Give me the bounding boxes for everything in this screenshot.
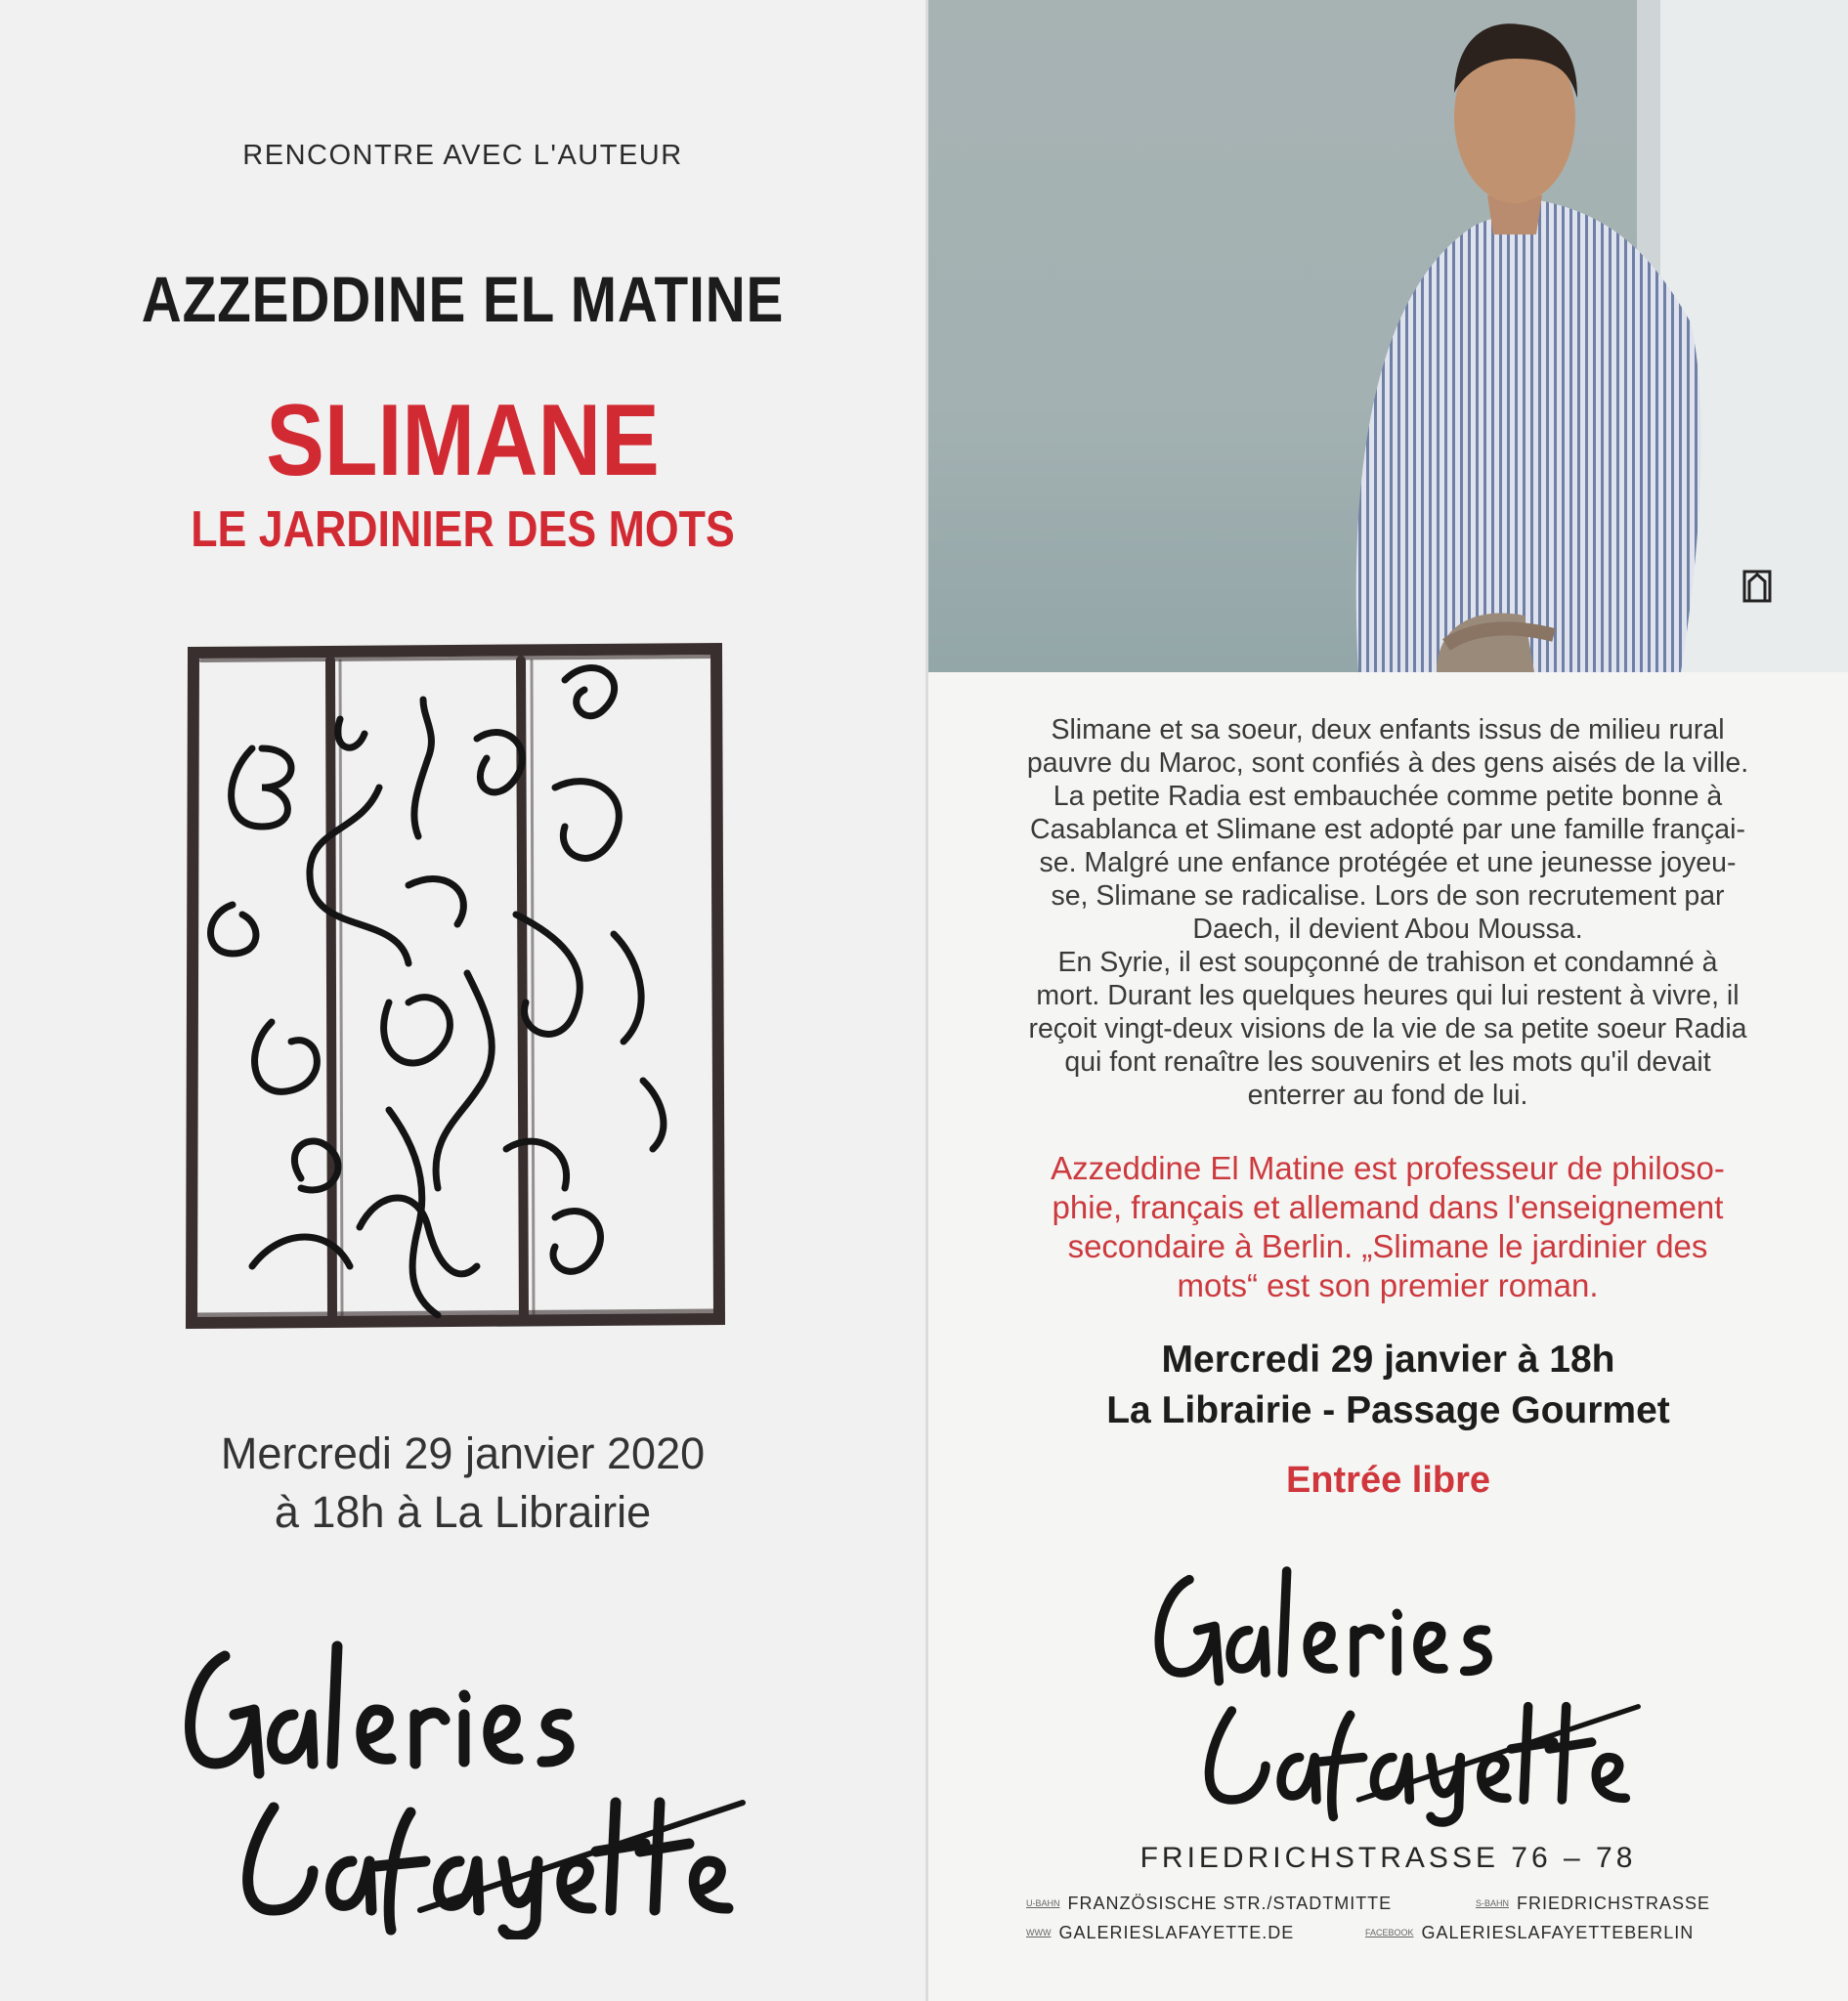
admission-note: Entrée libre	[1285, 1460, 1491, 1501]
www-tag: WWW	[1026, 1928, 1052, 1937]
event-date: Mercredi 29 janvier 2020	[220, 1428, 706, 1478]
event-type-label: RENCONTRE AVEC L'AUTEUR	[242, 140, 683, 171]
author-name: AZZEDDINE EL MATINE	[141, 263, 785, 335]
sbahn-station: FRIEDRICHSTRASSE	[1517, 1894, 1711, 1913]
facebook-handle: GALERIESLAFAYETTEBERLIN	[1421, 1923, 1695, 1942]
website-info	[1026, 1923, 1294, 1943]
ubahn-tag: U-BAHN	[1026, 1898, 1060, 1908]
event-time-location: à 18h à La Librairie	[274, 1487, 652, 1537]
galeries-lafayette-logo	[1139, 1539, 1647, 1832]
flyer-back-panel	[928, 0, 1848, 2001]
sbahn-info	[1476, 1894, 1710, 1914]
website-url: GALERIESLAFAYETTE.DE	[1058, 1923, 1295, 1942]
event-venue: La Librairie - Passage Gourmet	[1106, 1389, 1670, 1431]
ubahn-info	[1026, 1894, 1392, 1914]
book-subtitle: LE JARDINIER DES MOTS	[191, 501, 735, 558]
facebook-tag: FACEBOOK	[1365, 1928, 1414, 1937]
book-title: SLIMANE	[266, 384, 660, 497]
author-bio: Azzeddine El Matine est professeur de philoso- phie, français et allemand dans l'enseignement secondaire à Berlin. „Slimane le jardinier des mots“ est son premier roman.	[1051, 1150, 1725, 1303]
store-address: FRIEDRICHSTRASSE 76 – 78	[1139, 1842, 1637, 1874]
book-cover-artwork	[184, 641, 731, 1330]
facebook-info	[1365, 1923, 1694, 1943]
author-photo	[928, 0, 1848, 672]
ubahn-station: FRANZÖSISCHE STR./STADTMITTE	[1067, 1894, 1393, 1913]
sbahn-tag: S-BAHN	[1476, 1898, 1510, 1908]
book-synopsis: Slimane et sa soeur, deux enfants issus de milieu rural pauvre du Maroc, sont confiés à des gens aisés de la ville. La petite Radia est embauchée comme petite bonne à Casablanca et Slimane est adopté par une famille françai- se. Malgré une enfance protégée et une jeunesse joyeu- se, Slimane se radicalise. Lors de son recrutement par Daech, il devient Abou Moussa. En Syrie, il est soupçonné de trahison et condamné à mort. Durant les quelques heures qui lui restent à vivre, il reçoit vingt-deux visions de la vie de sa petite soeur Radia qui font renaître les souvenirs et les mots qu'il devait enterrer au fond de lui.	[1026, 714, 1749, 1111]
galeries-lafayette-logo	[166, 1617, 752, 1939]
event-date: Mercredi 29 janvier à 18h	[1161, 1339, 1615, 1381]
